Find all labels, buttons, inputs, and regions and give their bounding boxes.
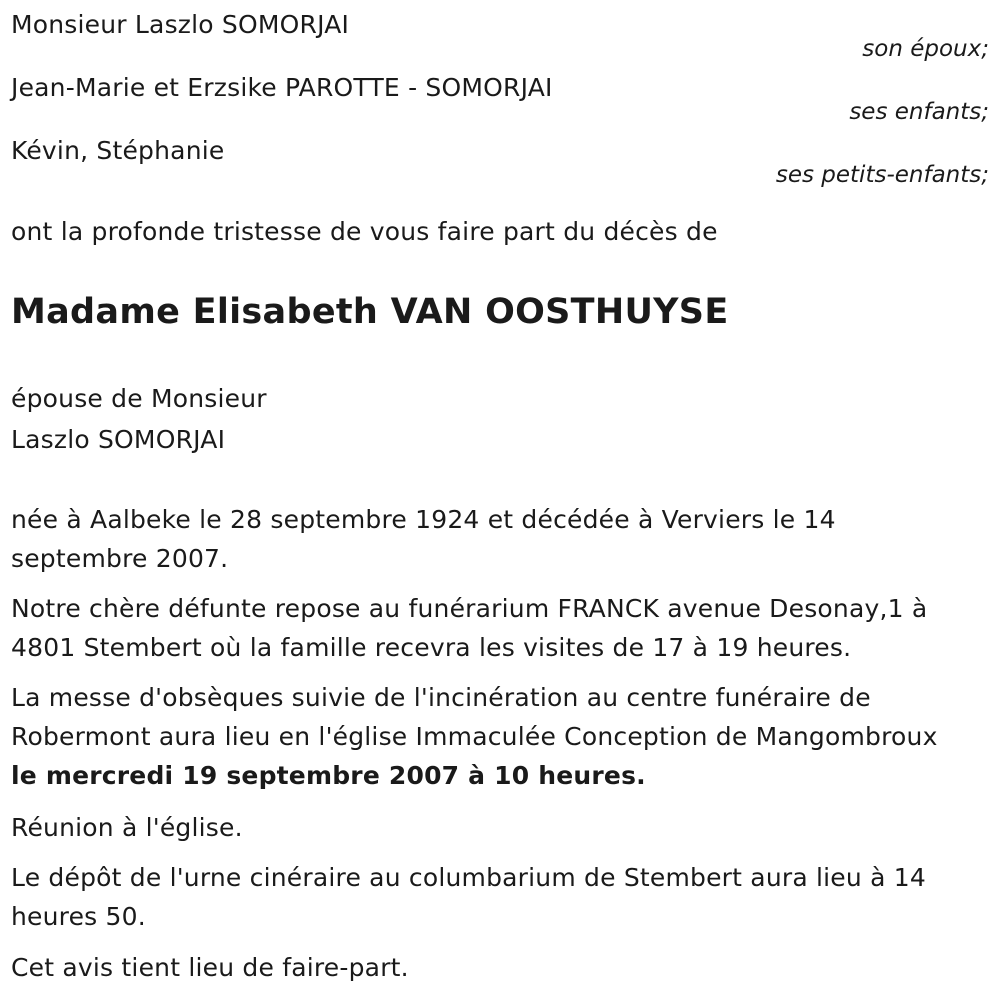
mass-paragraph xyxy=(11,678,996,795)
spouse-line-2: Laszlo SOMORJAI xyxy=(11,425,226,454)
urn-line-1: Le dépôt de l'urne cinéraire au columbarium de Stembert aura lieu à 14 xyxy=(11,863,926,892)
urn-line-2: heures 50. xyxy=(11,902,146,931)
family-relation-grandchildren: ses petits-enfants; xyxy=(775,162,989,188)
meeting-text: Réunion à l'église. xyxy=(11,813,243,842)
spouse-line-1: épouse de Monsieur xyxy=(11,384,267,413)
funerarium-line-1: Notre chère défunte repose au funérarium FRANCK avenue Desonay,1 à xyxy=(11,594,928,623)
deceased-name: Madame Elisabeth VAN OOSTHUYSE xyxy=(11,292,729,332)
mass-date: le mercredi 19 septembre 2007 à 10 heures. xyxy=(11,761,646,790)
funerarium-line-2: 4801 Stembert où la famille recevra les visites de 17 à 19 heures. xyxy=(11,633,852,662)
announcement-text: ont la profonde tristesse de vous faire part du décès de xyxy=(11,217,718,246)
urn-paragraph xyxy=(11,858,996,936)
funerarium-paragraph xyxy=(11,589,996,667)
birth-death-paragraph xyxy=(11,500,996,578)
family-name-spouse: Monsieur Laszlo SOMORJAI xyxy=(11,10,350,39)
family-relation-spouse: son époux; xyxy=(862,36,989,62)
mass-line-1: La messe d'obsèques suivie de l'incinération au centre funéraire de xyxy=(11,683,871,712)
notice-text: Cet avis tient lieu de faire-part. xyxy=(11,953,409,982)
family-name-grandchildren: Kévin, Stéphanie xyxy=(11,136,225,165)
birth-death-line-1: née à Aalbeke le 28 septembre 1924 et décédée à Verviers le 14 xyxy=(11,505,836,534)
family-relation-children: ses enfants; xyxy=(849,99,989,125)
mass-line-2: Robermont aura lieu en l'église Immaculée Conception de Mangombroux xyxy=(11,722,938,751)
family-name-children: Jean-Marie et Erzsike PAROTTE - SOMORJAI xyxy=(11,73,553,102)
birth-death-line-2: septembre 2007. xyxy=(11,544,229,573)
